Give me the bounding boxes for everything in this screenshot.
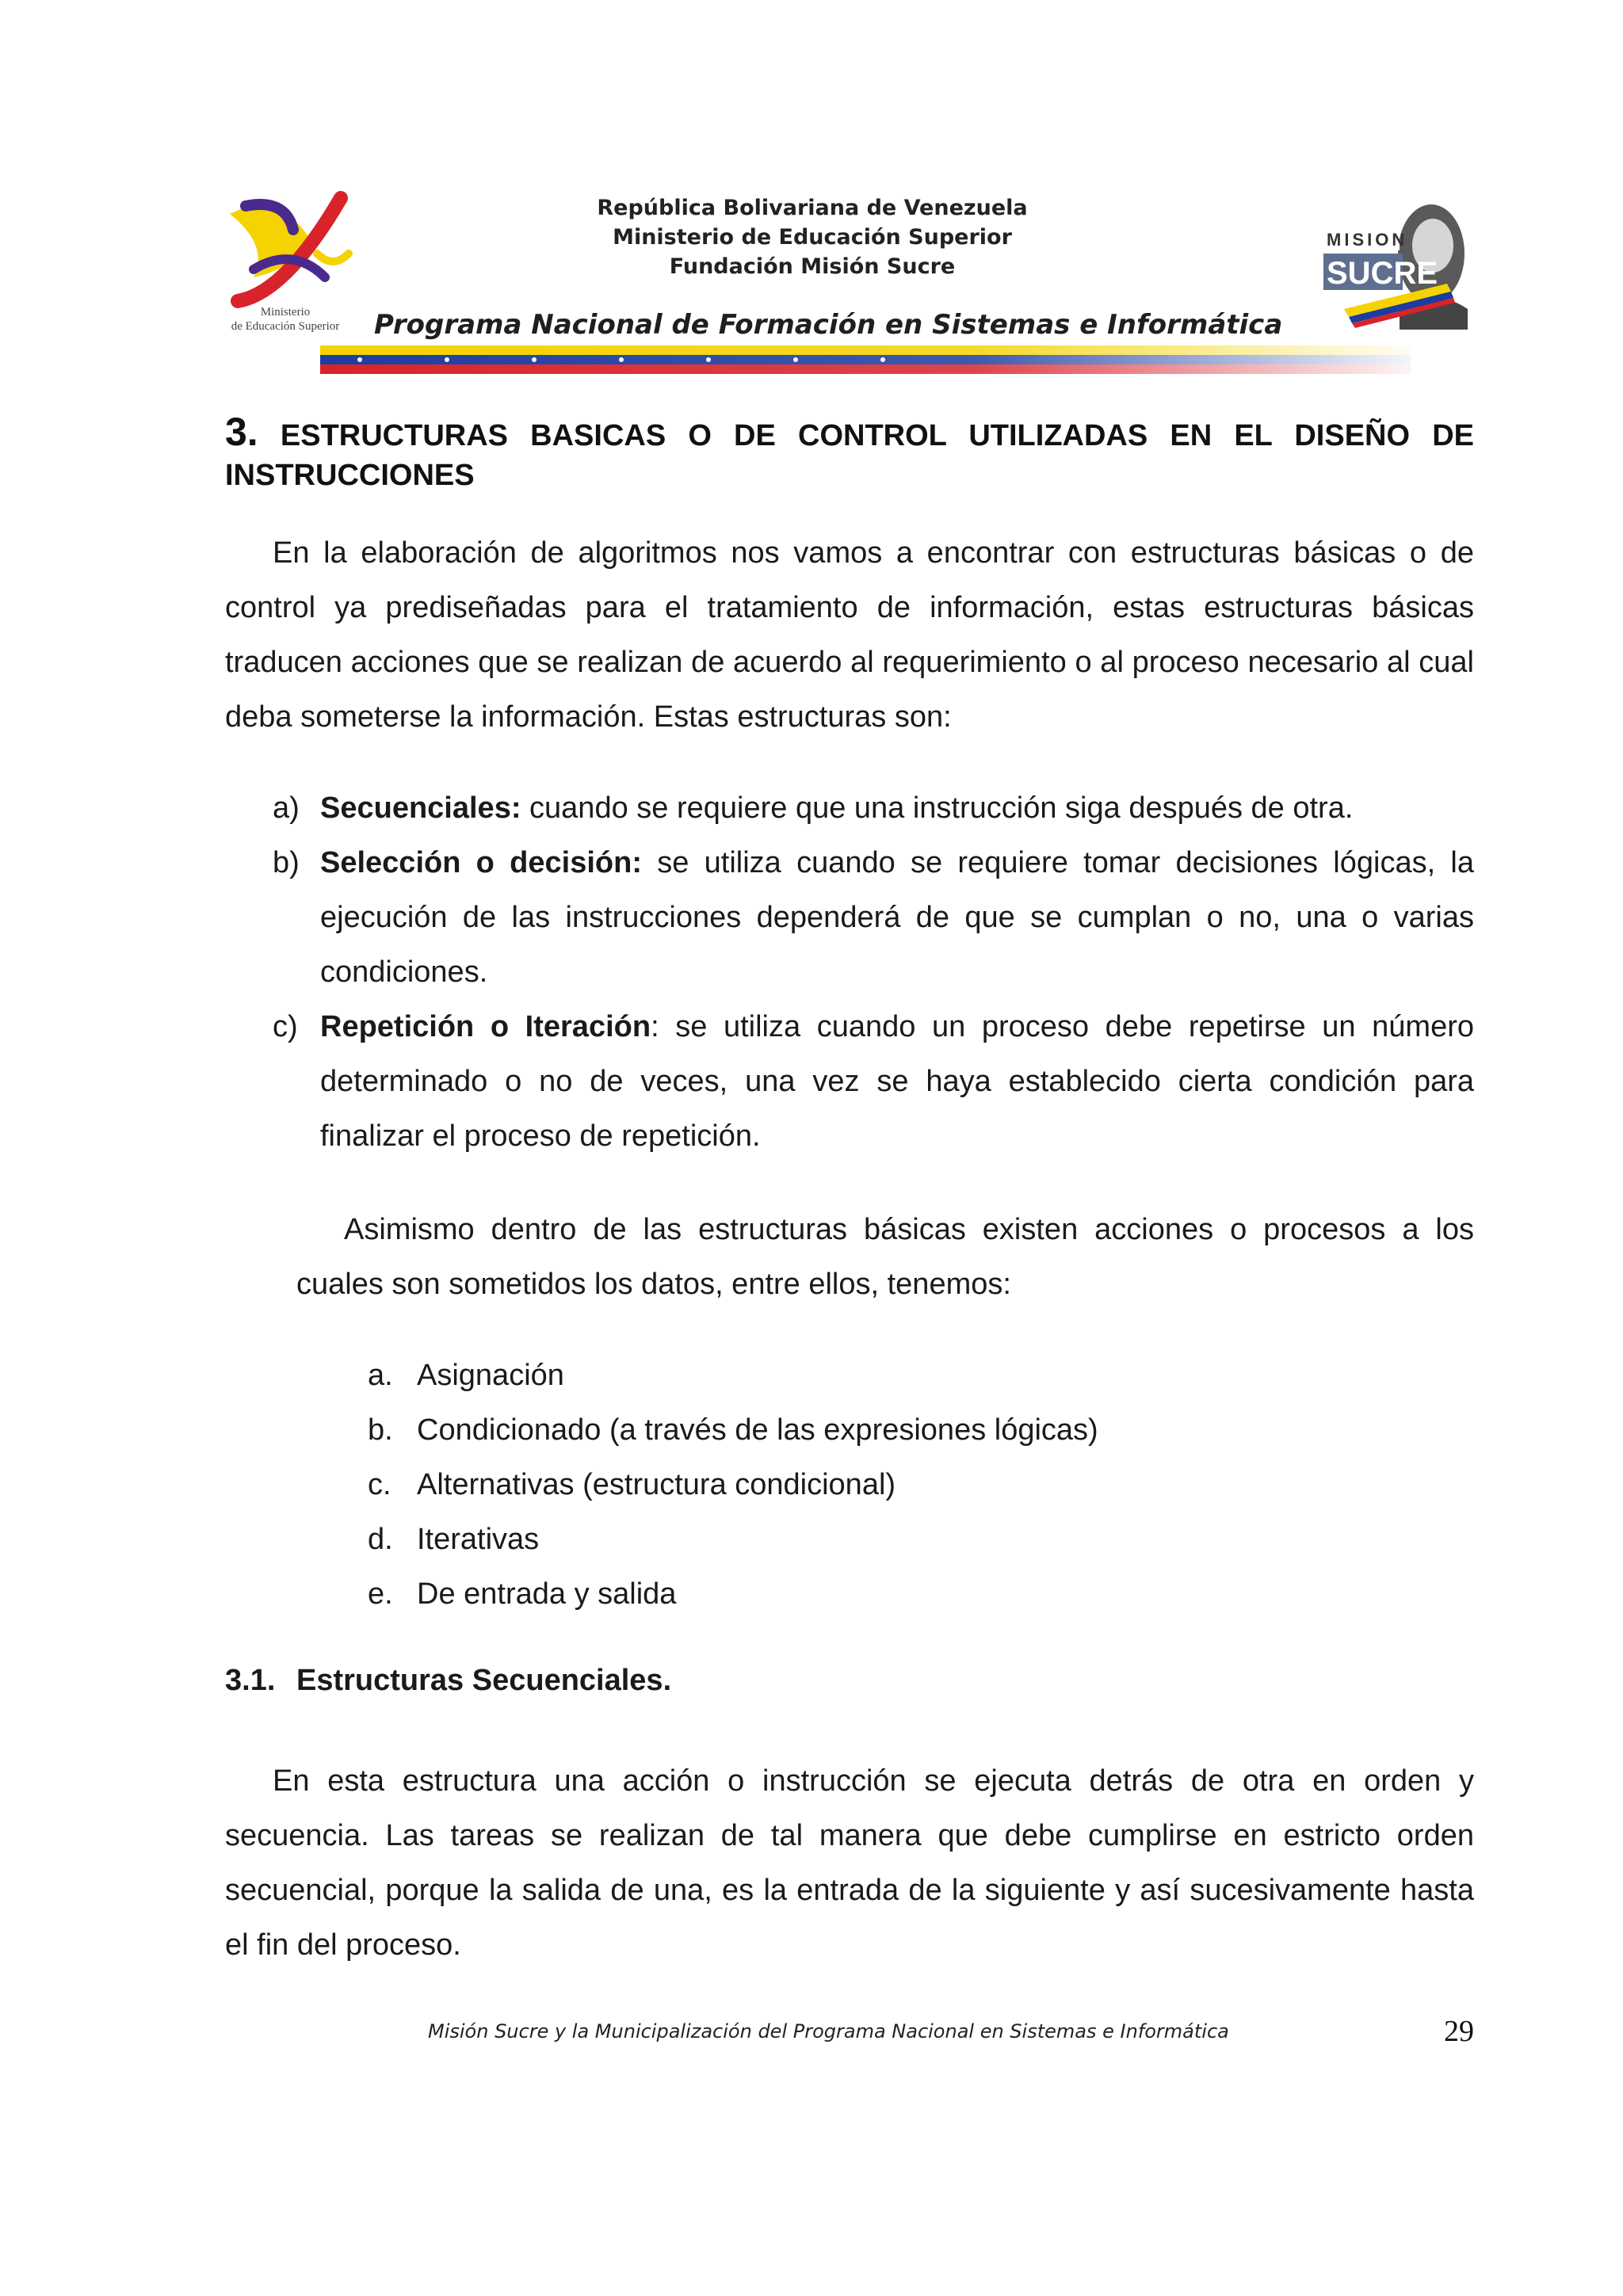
list-marker: b): [273, 846, 300, 879]
structure-term: Repetición o Iteración: [320, 1010, 651, 1043]
institution-header: [555, 193, 1070, 281]
list-marker: b.: [368, 1413, 393, 1447]
ministry-caption-line1: Ministerio: [260, 306, 311, 318]
structure-term: Selección o decisión:: [320, 846, 642, 879]
sequential-paragraph: En esta estructura una acción o instrucción se ejecuta detrás de otra en orden y secuencia. Las tareas se realizan de tal manera que debe cumplirse en estricto orden secuencial, porque la salida de una, es la entrada de la siguiente y así sucesivamente hasta el fin del proceso.: [225, 1764, 1474, 1962]
subsection-heading: [225, 1664, 671, 1698]
subsection-title: Estructuras Secuenciales.: [296, 1664, 672, 1697]
mision-sucre-logo: [1320, 190, 1476, 330]
list-item: [368, 1348, 1098, 1403]
list-marker: e.: [368, 1577, 393, 1611]
program-title: Programa Nacional de Formación en Sistemas e Informática: [374, 309, 1283, 341]
ministry-logo-caption: [214, 305, 357, 334]
subsection-number: 3.1.: [225, 1664, 276, 1697]
list-marker: d.: [368, 1523, 393, 1556]
header-line-foundation: Fundación Misión Sucre: [669, 254, 956, 279]
page-number: 29: [1444, 2015, 1474, 2048]
list-item: [225, 1000, 1474, 1164]
list-marker: a): [273, 791, 300, 825]
actions-list: [368, 1348, 1098, 1622]
intro-paragraph: En la elaboración de algoritmos nos vamos a encontrar con estructuras básicas o de control ya prediseñadas para el tratamiento de información, estas estructuras básicas traducen acciones que se realizan de acuerdo al requerimiento o al proceso necesario al cual deba someterse la información. Estas estructuras son:: [225, 536, 1474, 734]
list-marker: c.: [368, 1468, 391, 1501]
header-line-ministry: Ministerio de Educación Superior: [613, 225, 1012, 250]
flag-band: [320, 345, 1411, 374]
action-label: De entrada y salida: [417, 1577, 677, 1611]
action-label: Asignación: [417, 1359, 564, 1392]
section-title: ESTRUCTURAS BASICAS O DE CONTROL UTILIZADAS EN EL DISEÑO DE INSTRUCCIONES: [225, 419, 1474, 492]
list-item: [225, 781, 1474, 836]
list-item: [368, 1512, 1098, 1567]
page-header: [0, 0, 1623, 380]
structure-description: : se utiliza cuando un proceso debe repetirse un número determinado o no de veces, una vez se haya establecido cierta condición para finalizar el proceso de repetición.: [320, 1010, 1474, 1153]
section-number: 3.: [225, 410, 258, 454]
action-label: Condicionado (a través de las expresiones lógicas): [417, 1413, 1098, 1447]
actions-intro-paragraph: Asimismo dentro de las estructuras básicas existen acciones o procesos a los cuales son sometidos los datos, entre ellos, tenemos:: [296, 1213, 1474, 1301]
list-marker: a.: [368, 1359, 393, 1392]
action-label: Alternativas (estructura condicional): [417, 1468, 896, 1501]
structures-list: [225, 781, 1474, 1164]
structure-term: Secuenciales:: [320, 791, 521, 825]
section-heading: [225, 412, 1474, 495]
structure-description: se utiliza cuando se requiere tomar decisiones lógicas, la ejecución de las instrucciones dependerá de que se cumplan o no, una o varias condiciones.: [320, 846, 1474, 989]
header-line-republic: República Bolivariana de Venezuela: [597, 196, 1028, 220]
list-marker: c): [273, 1010, 298, 1043]
logo-word-sucre: SUCRE: [1327, 256, 1438, 291]
list-item: [368, 1458, 1098, 1512]
page-footer: Misión Sucre y la Municipalización del Programa Nacional en Sistemas e Informática: [428, 2020, 1229, 2042]
logo-word-mision: MISION: [1327, 230, 1408, 250]
ministry-caption-line2: de Educación Superior: [231, 320, 340, 333]
list-item: [368, 1403, 1098, 1458]
action-label: Iterativas: [417, 1523, 540, 1556]
list-item: [368, 1567, 1098, 1622]
list-item: [225, 836, 1474, 1000]
structure-description: cuando se requiere que una instrucción siga después de otra.: [521, 791, 1354, 825]
